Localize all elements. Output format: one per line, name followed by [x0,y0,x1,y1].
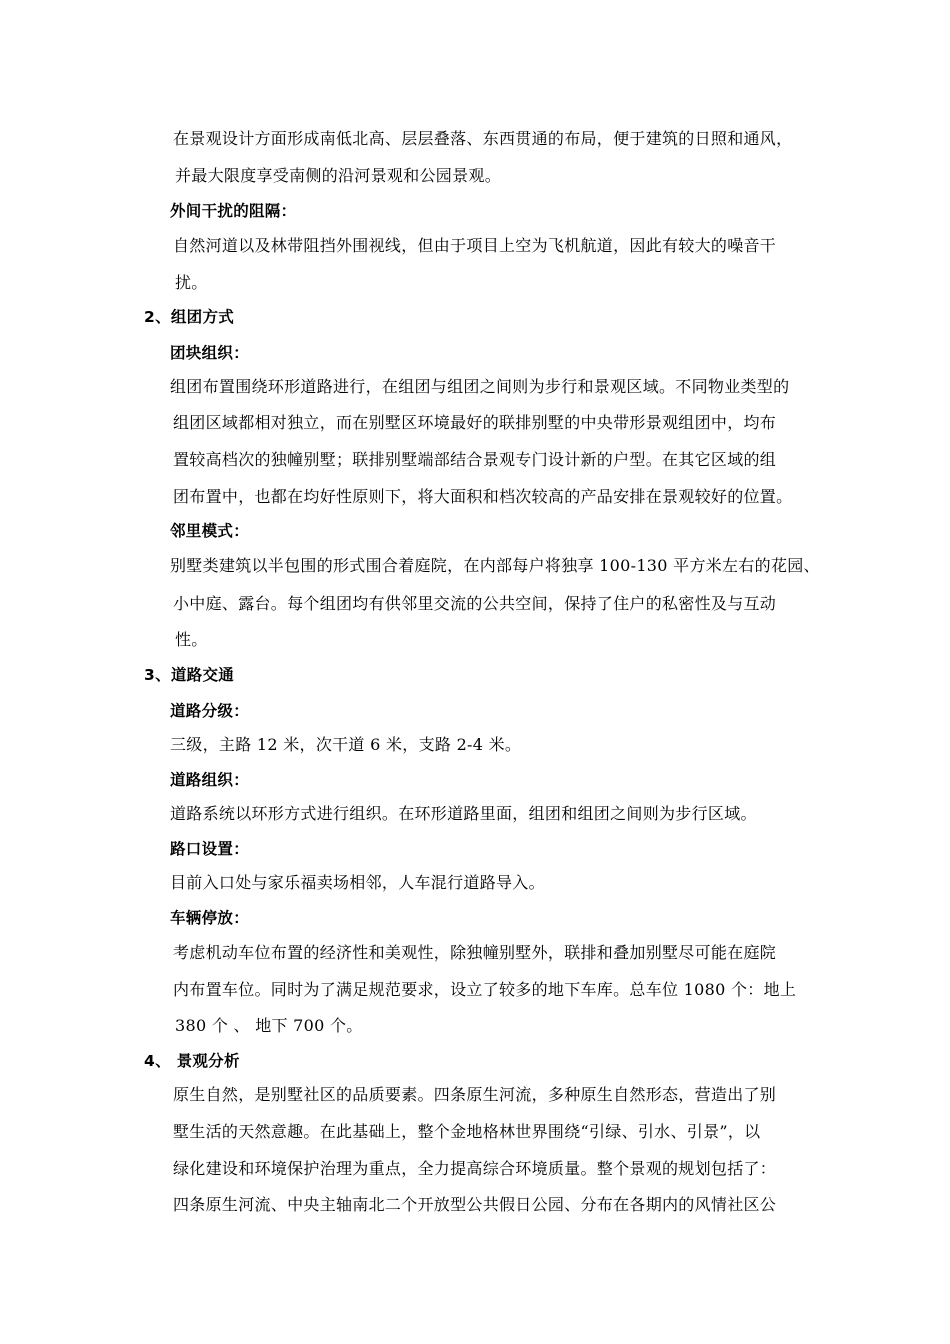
paragraph-line: 自然河道以及林带阻挡外围视线，但由于项目上空为飞机航道，因此有较大的噪音干 [173,236,777,255]
paragraph-line: 四条原生河流、中央主轴南北二个开放型公共假日公园、分布在各期内的风情社区公 [173,1195,777,1214]
subheading-block-organization: 团块组织： [170,344,250,362]
paragraph-line: 置较高档次的独幢别墅；联排别墅端部结合景观专门设计新的户型。在其它区域的组 [173,450,777,469]
paragraph-line: 小中庭、露台。每个组团均有供邻里交流的公共空间，保持了住户的私密性及与互动 [173,594,777,613]
paragraph-line: 绿化建设和环境保护治理为重点，全力提高综合环境质量。整个景观的规划包括了： [173,1159,777,1178]
subheading-intersection: 路口设置： [170,840,250,858]
paragraph-line: 内布置车位。同时为了满足规范要求，设立了较多的地下车库。总车位 1080 个：地上 [173,980,797,999]
paragraph-line: 性。 [175,630,208,649]
subheading-parking: 车辆停放： [170,909,250,927]
paragraph-line: 别墅类建筑以半包围的形式围合着庭院，在内部每户将独享 100-130 平方米左右的花园、 [170,556,820,575]
paragraph-line: 扰。 [175,273,208,292]
paragraph-line: 三级，主路 12 米，次干道 6 米，支路 2-4 米。 [170,735,522,754]
section-heading-roads: 3、道路交通 [144,666,235,684]
subheading-neighborhood: 邻里模式： [170,522,250,540]
section-heading-cluster: 2、组团方式 [144,308,235,326]
paragraph-line: 在景观设计方面形成南低北高、层层叠落、东西贯通的布局，便于建筑的日照和通风， [173,129,793,148]
paragraph-line: 原生自然，是别墅社区的品质要素。四条原生河流，多种原生自然形态，营造出了别 [173,1085,777,1104]
subheading-disturbance: 外间干扰的阻隔： [170,202,297,220]
paragraph-line: 并最大限度享受南侧的沿河景观和公园景观。 [175,166,502,185]
paragraph-line: 目前入口处与家乐福卖场相邻，人车混行道路导入。 [170,873,545,892]
paragraph-line: 墅生活的天然意趣。在此基础上，整个金地格林世界围绕“引绿、引水、引景”，以 [173,1122,761,1141]
subheading-road-organization: 道路组织： [170,771,250,789]
subheading-road-grade: 道路分级： [170,702,250,720]
paragraph-line: 团布置中，也都在均好性原则下，将大面积和档次较高的产品安排在景观较好的位置。 [173,487,793,506]
paragraph-line: 考虑机动车位布置的经济性和美观性，除独幢别墅外，联排和叠加别墅尽可能在庭院 [173,943,777,962]
paragraph-line: 组团区域都相对独立，而在别墅区环境最好的联排别墅的中央带形景观组团中，均布 [173,413,777,432]
paragraph-line: 组团布置围绕环形道路进行，在组团与组团之间则为步行和景观区域。不同物业类型的 [170,377,790,396]
paragraph-line: 道路系统以环形方式进行组织。在环形道路里面，组团和组团之间则为步行区域。 [170,804,757,823]
section-heading-landscape: 4、 景观分析 [144,1052,240,1070]
paragraph-line: 380 个 、 地下 700 个。 [175,1016,363,1035]
